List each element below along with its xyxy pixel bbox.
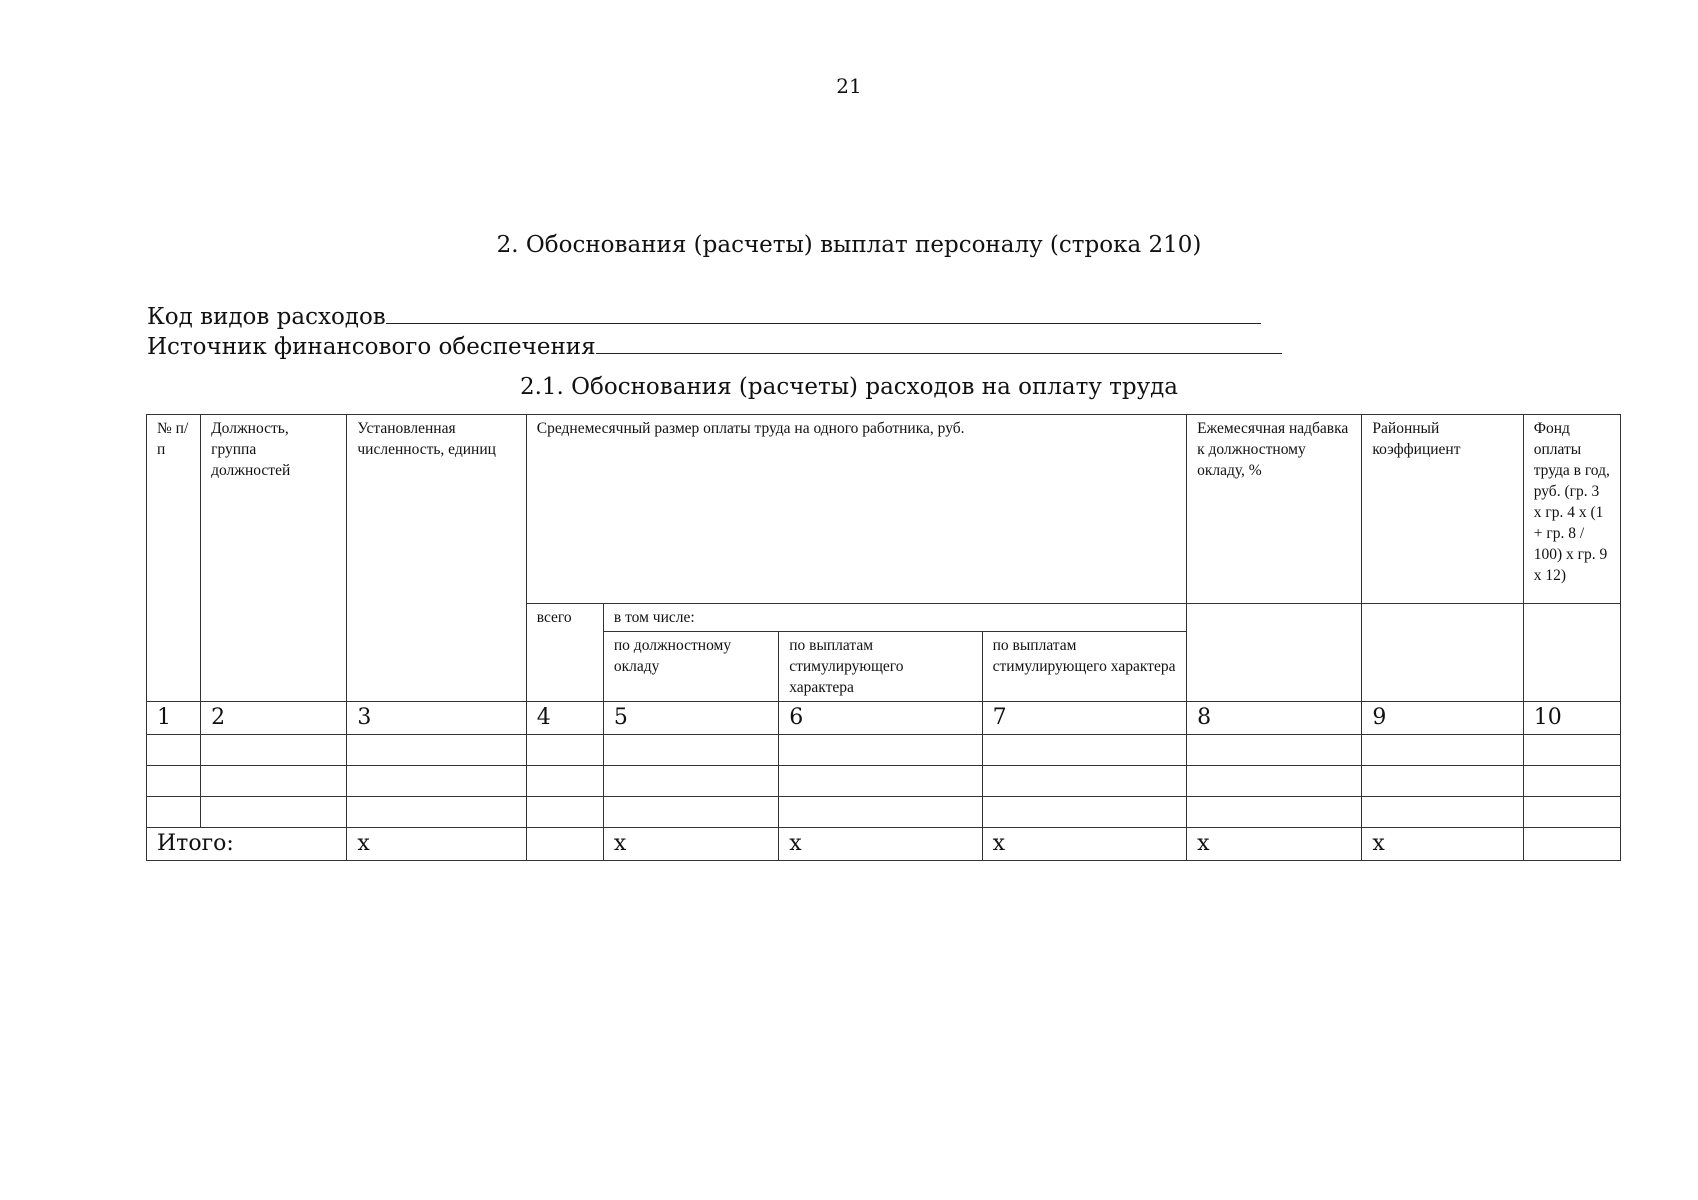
- column-number: 7: [982, 702, 1186, 735]
- table-cell[interactable]: [603, 797, 778, 828]
- total-cell-5: x: [603, 828, 778, 861]
- expense-code-label: Код видов расходов: [147, 304, 386, 330]
- header-empty-8: [1187, 604, 1362, 702]
- table-cell[interactable]: [1362, 766, 1523, 797]
- subsection-title: 2.1. Обоснования (расчеты) расходов на оплату труда: [519, 374, 1179, 400]
- column-numbers-row: [147, 702, 1621, 735]
- funding-source-label: Источник финансового обеспечения: [147, 334, 596, 360]
- table-cell[interactable]: [347, 766, 526, 797]
- table-cell[interactable]: [147, 766, 201, 797]
- table-cell[interactable]: [347, 735, 526, 766]
- column-number: 9: [1362, 702, 1523, 735]
- labor-costs-table: [146, 414, 1621, 861]
- table-cell[interactable]: [1362, 797, 1523, 828]
- header-annual-fund: Фонд оплаты труда в год, руб. (гр. 3 x гр. 4 x (1 + гр. 8 / 100) x гр. 9 x 12): [1523, 415, 1620, 604]
- table-cell[interactable]: [1187, 766, 1362, 797]
- header-average-salary: Среднемесячный размер оплаты труда на одного работника, руб.: [526, 415, 1186, 604]
- table-row: [147, 766, 1621, 797]
- column-number: 6: [779, 702, 982, 735]
- total-label: Итого:: [147, 828, 347, 861]
- column-number: 10: [1523, 702, 1620, 735]
- table-cell[interactable]: [603, 766, 778, 797]
- table-cell[interactable]: [1187, 797, 1362, 828]
- section-title: 2. Обоснования (расчеты) выплат персоналу (строка 210): [496, 232, 1202, 258]
- header-empty-10: [1523, 604, 1620, 702]
- header-including: в том числе:: [603, 604, 1186, 632]
- table-cell[interactable]: [147, 797, 201, 828]
- header-monthly-bonus: Ежемесячная надбавка к должностному окладу, %: [1187, 415, 1362, 604]
- total-cell-4[interactable]: [526, 828, 603, 861]
- header-empty-9: [1362, 604, 1523, 702]
- table-row: [147, 735, 1621, 766]
- table-cell[interactable]: [779, 735, 982, 766]
- column-number: 8: [1187, 702, 1362, 735]
- header-headcount: Установленная численность, единиц: [347, 415, 526, 702]
- header-by-salary: по должностному окладу: [603, 632, 778, 702]
- column-number: 5: [603, 702, 778, 735]
- header-total: всего: [526, 604, 603, 702]
- header-by-incentive-1: по выплатам стимулирующего характера: [779, 632, 982, 702]
- column-number: 3: [347, 702, 526, 735]
- column-number: 1: [147, 702, 201, 735]
- total-cell-7: x: [982, 828, 1186, 861]
- table-cell[interactable]: [526, 766, 603, 797]
- expense-code-field: [147, 304, 1261, 330]
- total-row: [147, 828, 1621, 861]
- total-cell-6: x: [779, 828, 982, 861]
- table-cell[interactable]: [201, 735, 347, 766]
- table-cell[interactable]: [526, 735, 603, 766]
- table-cell[interactable]: [1187, 735, 1362, 766]
- table-cell[interactable]: [526, 797, 603, 828]
- table-cell[interactable]: [1523, 735, 1620, 766]
- table-row: [147, 797, 1621, 828]
- table-cell[interactable]: [1362, 735, 1523, 766]
- column-number: 4: [526, 702, 603, 735]
- table-cell[interactable]: [201, 797, 347, 828]
- header-row-main: [147, 415, 1621, 604]
- page-number: 21: [836, 74, 862, 98]
- table-cell[interactable]: [982, 735, 1186, 766]
- funding-source-field: [147, 334, 1282, 360]
- table-cell[interactable]: [201, 766, 347, 797]
- table-cell[interactable]: [1523, 797, 1620, 828]
- header-number: № п/п: [147, 415, 201, 702]
- total-cell-8: x: [1187, 828, 1362, 861]
- table-cell[interactable]: [982, 766, 1186, 797]
- funding-source-blank[interactable]: [596, 352, 1282, 354]
- total-cell-3: x: [347, 828, 526, 861]
- table-cell[interactable]: [147, 735, 201, 766]
- header-regional-coefficient: Районный коэффициент: [1362, 415, 1523, 604]
- header-by-incentive-2: по выплатам стимулирующего характера: [982, 632, 1186, 702]
- table-cell[interactable]: [1523, 766, 1620, 797]
- table-cell[interactable]: [603, 735, 778, 766]
- table-cell[interactable]: [779, 797, 982, 828]
- table-cell[interactable]: [982, 797, 1186, 828]
- total-cell-10[interactable]: [1523, 828, 1620, 861]
- table-cell[interactable]: [779, 766, 982, 797]
- table-cell[interactable]: [347, 797, 526, 828]
- header-position: Должность, группа должностей: [201, 415, 347, 702]
- column-number: 2: [201, 702, 347, 735]
- total-cell-9: x: [1362, 828, 1523, 861]
- expense-code-blank[interactable]: [386, 322, 1261, 324]
